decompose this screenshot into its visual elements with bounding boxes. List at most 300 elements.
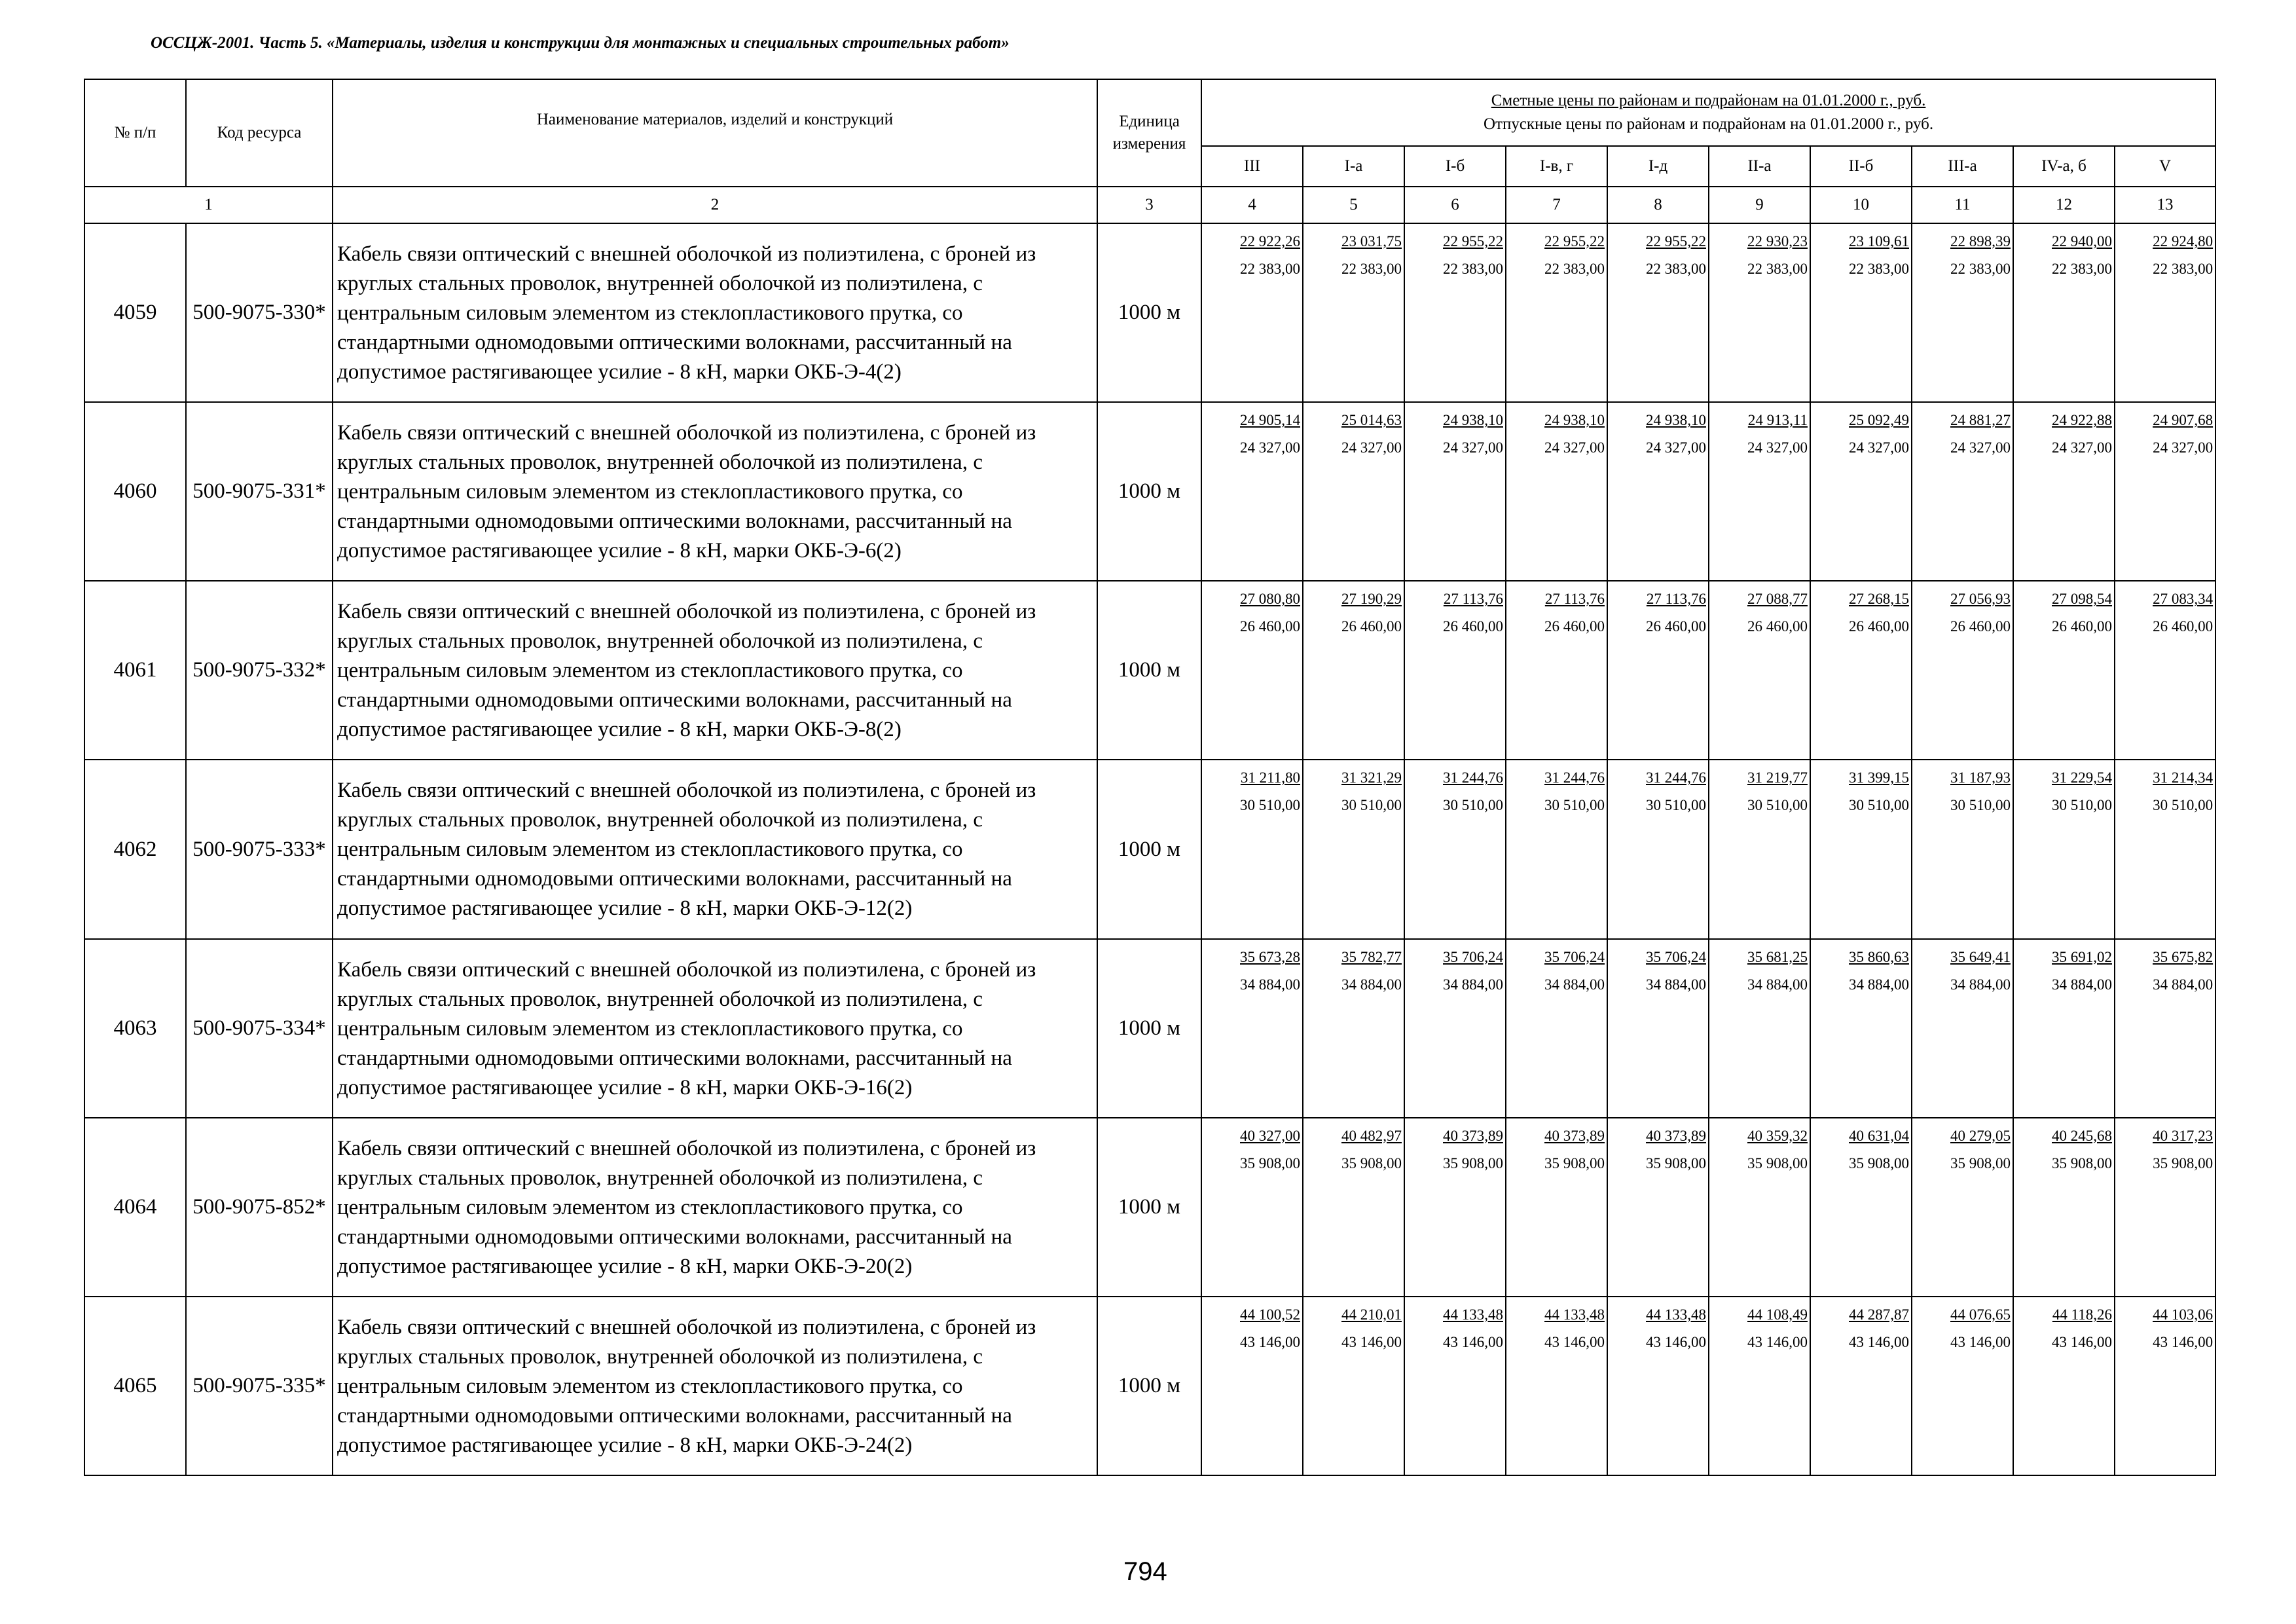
- price-cell: [1912, 1297, 2013, 1475]
- description-line: Кабель связи оптический с внешней оболочкой из полиэтилена, с броней из: [337, 421, 1036, 445]
- release-price: 43 146,00: [1443, 1333, 1503, 1350]
- estimated-price: 44 108,49: [1747, 1306, 1808, 1323]
- estimated-price: 24 913,11: [1747, 412, 1808, 429]
- price-cell: [1607, 1118, 1709, 1297]
- description-line: круглых стальных проволок, внутренней оболочкой из полиэтилена, с: [337, 1344, 983, 1369]
- region-header: I-б: [1404, 146, 1506, 187]
- header-unit: Единица измерения: [1097, 79, 1201, 187]
- document-header: ОССЦЖ-2001. Часть 5. «Материалы, изделия и конструкции для монтажных и специальных строительных работ»: [151, 34, 1010, 52]
- price-cell: [2115, 939, 2215, 1118]
- estimated-price: 25 092,49: [1849, 412, 1909, 429]
- release-price: 22 383,00: [1443, 261, 1503, 278]
- release-price: 34 884,00: [2052, 976, 2112, 993]
- price-cell: [1912, 402, 2013, 581]
- release-price: 35 908,00: [1747, 1154, 1808, 1172]
- estimated-price: 31 399,15: [1849, 769, 1909, 786]
- estimated-price: 22 924,80: [2153, 233, 2214, 250]
- release-price: 43 146,00: [2153, 1333, 2214, 1350]
- material-description: [333, 760, 1097, 938]
- price-cell: [1303, 1118, 1404, 1297]
- description-line: центральным силовым элементом из стеклопластикового прутка, со: [337, 1195, 963, 1219]
- release-price: 35 908,00: [1443, 1154, 1503, 1172]
- unit-of-measure: 1000 м: [1097, 581, 1201, 760]
- row-number: 4060: [84, 402, 186, 581]
- release-price: 26 460,00: [1341, 618, 1402, 635]
- estimated-price: 40 327,00: [1240, 1127, 1300, 1144]
- table-row: [84, 760, 2215, 938]
- estimated-price: 27 113,76: [1544, 591, 1605, 608]
- description-line: центральным силовым элементом из стеклопластикового прутка, со: [337, 301, 963, 325]
- table-row: [84, 939, 2215, 1118]
- price-cell: [2013, 939, 2115, 1118]
- description-line: стандартными одномодовыми оптическими волокнами, рассчитанный на: [337, 1403, 1012, 1428]
- release-price: 34 884,00: [1849, 976, 1909, 993]
- estimated-price: 40 317,23: [2153, 1127, 2214, 1144]
- price-cell: [1303, 223, 1404, 402]
- release-price: 30 510,00: [1240, 797, 1300, 814]
- column-number: 10: [1810, 187, 1912, 223]
- description-line: центральным силовым элементом из стеклопластикового прутка, со: [337, 1016, 963, 1041]
- estimated-price: 24 938,10: [1544, 412, 1605, 429]
- description-line: стандартными одномодовыми оптическими волокнами, рассчитанный на: [337, 867, 1012, 891]
- release-price: 22 383,00: [1646, 261, 1706, 278]
- row-number: 4064: [84, 1118, 186, 1297]
- estimated-price: 35 675,82: [2153, 948, 2214, 965]
- estimated-price: 44 076,65: [1950, 1306, 2011, 1323]
- estimated-price: 27 083,34: [2153, 591, 2214, 608]
- release-price: 26 460,00: [1443, 618, 1503, 635]
- estimated-price: 31 211,80: [1240, 769, 1300, 786]
- release-price: 30 510,00: [1443, 797, 1503, 814]
- estimated-price: 27 113,76: [1443, 591, 1503, 608]
- description-line: допустимое растягивающее усилие - 8 кН, марки ОКБ-Э-16(2): [337, 1075, 913, 1099]
- price-cell: [1506, 760, 1607, 938]
- column-number: 6: [1404, 187, 1506, 223]
- description-line: допустимое растягивающее усилие - 8 кН, марки ОКБ-Э-4(2): [337, 360, 902, 384]
- price-cell: [1912, 760, 2013, 938]
- price-cell: [1201, 939, 1303, 1118]
- estimated-price: 35 706,24: [1646, 948, 1706, 965]
- price-cell: [1201, 1118, 1303, 1297]
- region-header: I-в, г: [1506, 146, 1607, 187]
- price-cell: [2115, 1118, 2215, 1297]
- header-num: № п/п: [84, 79, 186, 187]
- estimated-price: 44 133,48: [1443, 1306, 1503, 1323]
- price-cell: [2013, 581, 2115, 760]
- column-number: 8: [1607, 187, 1709, 223]
- material-description: [333, 1297, 1097, 1475]
- description-line: стандартными одномодовыми оптическими волокнами, рассчитанный на: [337, 1225, 1012, 1249]
- release-price: 35 908,00: [1646, 1154, 1706, 1172]
- release-price: 30 510,00: [1747, 797, 1808, 814]
- price-cell: [1506, 939, 1607, 1118]
- release-price: 34 884,00: [1240, 976, 1300, 993]
- price-cell: [2013, 1118, 2115, 1297]
- price-cell: [1810, 939, 1912, 1118]
- price-table: [84, 79, 2216, 1476]
- estimated-price: 27 190,29: [1341, 591, 1402, 608]
- price-cell: [1303, 402, 1404, 581]
- unit-of-measure: 1000 м: [1097, 1118, 1201, 1297]
- header-prices-release: Отпускные цены по районам и подрайонам на 01.01.2000 г., руб.: [1483, 115, 1934, 134]
- release-price: 22 383,00: [2153, 261, 2214, 278]
- estimated-price: 35 782,77: [1341, 948, 1402, 965]
- estimated-price: 40 482,97: [1341, 1127, 1402, 1144]
- page-number: 794: [1123, 1557, 1167, 1586]
- price-cell: [1506, 223, 1607, 402]
- price-cell: [1404, 760, 1506, 938]
- row-number: 4063: [84, 939, 186, 1118]
- release-price: 30 510,00: [1849, 797, 1909, 814]
- price-cell: [1607, 1297, 1709, 1475]
- description-line: стандартными одномодовыми оптическими волокнами, рассчитанный на: [337, 688, 1012, 712]
- estimated-price: 35 649,41: [1950, 948, 2011, 965]
- description-line: допустимое растягивающее усилие - 8 кН, марки ОКБ-Э-12(2): [337, 896, 913, 921]
- estimated-price: 24 905,14: [1240, 412, 1300, 429]
- price-cell: [1303, 939, 1404, 1118]
- estimated-price: 31 219,77: [1747, 769, 1808, 786]
- price-cell: [1607, 402, 1709, 581]
- release-price: 30 510,00: [2153, 797, 2214, 814]
- release-price: 30 510,00: [2052, 797, 2112, 814]
- price-cell: [1303, 1297, 1404, 1475]
- table-row: [84, 1118, 2215, 1297]
- region-header: V: [2115, 146, 2215, 187]
- price-cell: [1404, 223, 1506, 402]
- price-cell: [1607, 223, 1709, 402]
- material-description: [333, 402, 1097, 581]
- description-line: круглых стальных проволок, внутренней оболочкой из полиэтилена, с: [337, 1166, 983, 1190]
- row-number: 4061: [84, 581, 186, 760]
- price-cell: [2115, 581, 2215, 760]
- resource-code: 500-9075-330*: [186, 223, 333, 402]
- price-cell: [1709, 1118, 1810, 1297]
- release-price: 43 146,00: [1240, 1333, 1300, 1350]
- estimated-price: 27 113,76: [1646, 591, 1706, 608]
- price-cell: [1810, 1297, 1912, 1475]
- release-price: 34 884,00: [1747, 976, 1808, 993]
- column-number: 11: [1912, 187, 2013, 223]
- header-code: Код ресурса: [186, 79, 333, 187]
- estimated-price: 35 691,02: [2052, 948, 2112, 965]
- price-cell: [1912, 1118, 2013, 1297]
- column-number: 9: [1709, 187, 1810, 223]
- column-number: 4: [1201, 187, 1303, 223]
- price-cell: [2115, 1297, 2215, 1475]
- release-price: 22 383,00: [1240, 261, 1300, 278]
- region-header: I-а: [1303, 146, 1404, 187]
- release-price: 26 460,00: [2052, 618, 2112, 635]
- region-header: IV-а, б: [2013, 146, 2115, 187]
- release-price: 30 510,00: [1544, 797, 1605, 814]
- description-line: центральным силовым элементом из стеклопластикового прутка, со: [337, 659, 963, 683]
- price-cell: [1201, 581, 1303, 760]
- estimated-price: 31 321,29: [1341, 769, 1402, 786]
- release-price: 24 327,00: [1240, 439, 1300, 456]
- table-row: [84, 1297, 2215, 1475]
- estimated-price: 25 014,63: [1341, 412, 1402, 429]
- material-description: [333, 939, 1097, 1118]
- table-row: [84, 223, 2215, 402]
- description-line: допустимое растягивающее усилие - 8 кН, марки ОКБ-Э-6(2): [337, 539, 902, 563]
- price-cell: [1709, 1297, 1810, 1475]
- release-price: 22 383,00: [1747, 261, 1808, 278]
- release-price: 30 510,00: [1341, 797, 1402, 814]
- release-price: 43 146,00: [2052, 1333, 2112, 1350]
- region-header: II-а: [1709, 146, 1810, 187]
- price-cell: [1810, 760, 1912, 938]
- unit-of-measure: 1000 м: [1097, 223, 1201, 402]
- region-header: I-д: [1607, 146, 1709, 187]
- description-line: круглых стальных проволок, внутренней оболочкой из полиэтилена, с: [337, 629, 983, 654]
- price-cell: [1506, 402, 1607, 581]
- estimated-price: 40 373,89: [1443, 1127, 1503, 1144]
- estimated-price: 22 898,39: [1950, 233, 2011, 250]
- resource-code: 500-9075-331*: [186, 402, 333, 581]
- estimated-price: 44 118,26: [2052, 1306, 2112, 1323]
- price-cell: [1404, 402, 1506, 581]
- estimated-price: 35 673,28: [1240, 948, 1300, 965]
- estimated-price: 40 279,05: [1950, 1127, 2011, 1144]
- release-price: 30 510,00: [1950, 797, 2011, 814]
- header-prices-estimate: Сметные цены по районам и подрайонам на 01.01.2000 г., руб.: [1491, 91, 1926, 109]
- price-cell: [1404, 581, 1506, 760]
- estimated-price: 24 881,27: [1950, 412, 2011, 429]
- release-price: 26 460,00: [2153, 618, 2214, 635]
- unit-of-measure: 1000 м: [1097, 939, 1201, 1118]
- description-line: допустимое растягивающее усилие - 8 кН, марки ОКБ-Э-24(2): [337, 1433, 913, 1457]
- price-cell: [2013, 223, 2115, 402]
- description-line: допустимое растягивающее усилие - 8 кН, марки ОКБ-Э-8(2): [337, 718, 902, 742]
- estimated-price: 22 955,22: [1544, 233, 1605, 250]
- price-cell: [1506, 1118, 1607, 1297]
- table-row: [84, 581, 2215, 760]
- price-cell: [1810, 581, 1912, 760]
- estimated-price: 35 860,63: [1849, 948, 1909, 965]
- description-line: центральным силовым элементом из стеклопластикового прутка, со: [337, 1374, 963, 1398]
- description-line: стандартными одномодовыми оптическими волокнами, рассчитанный на: [337, 509, 1012, 534]
- price-cell: [1404, 1118, 1506, 1297]
- estimated-price: 27 056,93: [1950, 591, 2011, 608]
- release-price: 22 383,00: [1950, 261, 2011, 278]
- region-header: II-б: [1810, 146, 1912, 187]
- row-number: 4062: [84, 760, 186, 938]
- region-header: III: [1201, 146, 1303, 187]
- description-line: круглых стальных проволок, внутренней оболочкой из полиэтилена, с: [337, 987, 983, 1011]
- estimated-price: 31 244,76: [1443, 769, 1503, 786]
- release-price: 24 327,00: [1950, 439, 2011, 456]
- release-price: 22 383,00: [1544, 261, 1605, 278]
- release-price: 43 146,00: [1849, 1333, 1909, 1350]
- description-line: круглых стальных проволок, внутренней оболочкой из полиэтилена, с: [337, 272, 983, 296]
- material-description: [333, 1118, 1097, 1297]
- price-cell: [1607, 939, 1709, 1118]
- estimated-price: 24 938,10: [1646, 412, 1706, 429]
- price-cell: [2115, 223, 2215, 402]
- estimated-price: 40 373,89: [1544, 1127, 1605, 1144]
- description-line: центральным силовым элементом из стеклопластикового прутка, со: [337, 838, 963, 862]
- release-price: 43 146,00: [1747, 1333, 1808, 1350]
- price-cell: [1607, 581, 1709, 760]
- estimated-price: 27 080,80: [1240, 591, 1300, 608]
- estimated-price: 22 955,22: [1646, 233, 1706, 250]
- row-number: 4059: [84, 223, 186, 402]
- release-price: 34 884,00: [1646, 976, 1706, 993]
- estimated-price: 44 133,48: [1646, 1306, 1706, 1323]
- release-price: 22 383,00: [1849, 261, 1909, 278]
- description-line: Кабель связи оптический с внешней оболочкой из полиэтилена, с броней из: [337, 600, 1036, 624]
- price-cell: [1201, 1297, 1303, 1475]
- release-price: 30 510,00: [1646, 797, 1706, 814]
- header-prices: [1201, 79, 2215, 146]
- description-line: Кабель связи оптический с внешней оболочкой из полиэтилена, с броней из: [337, 1136, 1036, 1160]
- estimated-price: 31 187,93: [1950, 769, 2011, 786]
- estimated-price: 35 706,24: [1544, 948, 1605, 965]
- release-price: 34 884,00: [1443, 976, 1503, 993]
- price-cell: [1404, 1297, 1506, 1475]
- release-price: 35 908,00: [1849, 1154, 1909, 1172]
- estimated-price: 27 098,54: [2052, 591, 2112, 608]
- release-price: 24 327,00: [2153, 439, 2214, 456]
- release-price: 24 327,00: [1544, 439, 1605, 456]
- estimated-price: 44 103,06: [2153, 1306, 2214, 1323]
- release-price: 24 327,00: [1849, 439, 1909, 456]
- resource-code: 500-9075-335*: [186, 1297, 333, 1475]
- description-line: круглых стальных проволок, внутренней оболочкой из полиэтилена, с: [337, 808, 983, 832]
- column-number: 3: [1097, 187, 1201, 223]
- estimated-price: 22 930,23: [1747, 233, 1808, 250]
- row-number: 4065: [84, 1297, 186, 1475]
- material-description: [333, 223, 1097, 402]
- column-number: 1: [84, 187, 333, 223]
- estimated-price: 31 229,54: [2052, 769, 2112, 786]
- release-price: 35 908,00: [1240, 1154, 1300, 1172]
- release-price: 24 327,00: [1646, 439, 1706, 456]
- release-price: 35 908,00: [1341, 1154, 1402, 1172]
- estimated-price: 24 938,10: [1443, 412, 1503, 429]
- price-cell: [1201, 402, 1303, 581]
- release-price: 35 908,00: [1544, 1154, 1605, 1172]
- price-cell: [1709, 939, 1810, 1118]
- release-price: 43 146,00: [1341, 1333, 1402, 1350]
- release-price: 26 460,00: [1849, 618, 1909, 635]
- release-price: 22 383,00: [2052, 261, 2112, 278]
- estimated-price: 27 088,77: [1747, 591, 1808, 608]
- price-cell: [1201, 223, 1303, 402]
- column-number: 5: [1303, 187, 1404, 223]
- price-cell: [1912, 581, 2013, 760]
- release-price: 26 460,00: [1747, 618, 1808, 635]
- description-line: стандартными одномодовыми оптическими волокнами, рассчитанный на: [337, 331, 1012, 355]
- estimated-price: 31 214,34: [2153, 769, 2214, 786]
- estimated-price: 40 373,89: [1646, 1127, 1706, 1144]
- description-line: Кабель связи оптический с внешней оболочкой из полиэтилена, с броней из: [337, 242, 1036, 267]
- resource-code: 500-9075-333*: [186, 760, 333, 938]
- column-number: 13: [2115, 187, 2215, 223]
- resource-code: 500-9075-852*: [186, 1118, 333, 1297]
- price-cell: [1303, 581, 1404, 760]
- price-cell: [1607, 760, 1709, 938]
- column-number: 7: [1506, 187, 1607, 223]
- material-description: [333, 581, 1097, 760]
- description-line: Кабель связи оптический с внешней оболочкой из полиэтилена, с броней из: [337, 957, 1036, 982]
- estimated-price: 44 287,87: [1849, 1306, 1909, 1323]
- estimated-price: 22 940,00: [2052, 233, 2112, 250]
- column-number: 2: [333, 187, 1097, 223]
- estimated-price: 22 955,22: [1443, 233, 1503, 250]
- estimated-price: 23 109,61: [1849, 233, 1909, 250]
- release-price: 43 146,00: [1646, 1333, 1706, 1350]
- price-cell: [1506, 581, 1607, 760]
- price-cell: [1404, 939, 1506, 1118]
- release-price: 35 908,00: [1950, 1154, 2011, 1172]
- release-price: 34 884,00: [1341, 976, 1402, 993]
- estimated-price: 22 922,26: [1240, 233, 1300, 250]
- estimated-price: 35 706,24: [1443, 948, 1503, 965]
- release-price: 24 327,00: [1341, 439, 1402, 456]
- price-cell: [1709, 760, 1810, 938]
- estimated-price: 31 244,76: [1544, 769, 1605, 786]
- estimated-price: 44 133,48: [1544, 1306, 1605, 1323]
- price-cell: [2013, 1297, 2115, 1475]
- release-price: 34 884,00: [1950, 976, 2011, 993]
- estimated-price: 24 907,68: [2153, 412, 2214, 429]
- column-number: 12: [2013, 187, 2115, 223]
- description-line: стандартными одномодовыми оптическими волокнами, рассчитанный на: [337, 1046, 1012, 1070]
- release-price: 26 460,00: [1950, 618, 2011, 635]
- release-price: 26 460,00: [1646, 618, 1706, 635]
- release-price: 26 460,00: [1240, 618, 1300, 635]
- estimated-price: 23 031,75: [1341, 233, 1402, 250]
- table-row: [84, 402, 2215, 581]
- estimated-price: 40 245,68: [2052, 1127, 2112, 1144]
- unit-of-measure: 1000 м: [1097, 1297, 1201, 1475]
- estimated-price: 35 681,25: [1747, 948, 1808, 965]
- region-header: III-а: [1912, 146, 2013, 187]
- release-price: 34 884,00: [1544, 976, 1605, 993]
- price-cell: [1303, 760, 1404, 938]
- release-price: 26 460,00: [1544, 618, 1605, 635]
- release-price: 43 146,00: [1544, 1333, 1605, 1350]
- release-price: 24 327,00: [1443, 439, 1503, 456]
- price-cell: [1810, 402, 1912, 581]
- price-cell: [1912, 223, 2013, 402]
- release-price: 24 327,00: [2052, 439, 2112, 456]
- release-price: 43 146,00: [1950, 1333, 2011, 1350]
- resource-code: 500-9075-332*: [186, 581, 333, 760]
- estimated-price: 44 100,52: [1240, 1306, 1300, 1323]
- price-cell: [1709, 402, 1810, 581]
- release-price: 24 327,00: [1747, 439, 1808, 456]
- price-cell: [1709, 223, 1810, 402]
- price-cell: [2115, 402, 2215, 581]
- description-line: Кабель связи оптический с внешней оболочкой из полиэтилена, с броней из: [337, 779, 1036, 803]
- estimated-price: 40 631,04: [1849, 1127, 1909, 1144]
- price-cell: [1201, 760, 1303, 938]
- description-line: круглых стальных проволок, внутренней оболочкой из полиэтилена, с: [337, 451, 983, 475]
- estimated-price: 31 244,76: [1646, 769, 1706, 786]
- release-price: 34 884,00: [2153, 976, 2214, 993]
- unit-of-measure: 1000 м: [1097, 402, 1201, 581]
- estimated-price: 24 922,88: [2052, 412, 2112, 429]
- description-line: Кабель связи оптический с внешней оболочкой из полиэтилена, с броней из: [337, 1315, 1036, 1339]
- estimated-price: 44 210,01: [1341, 1306, 1402, 1323]
- price-cell: [1709, 581, 1810, 760]
- header-name: Наименование материалов, изделий и конструкций: [333, 79, 1097, 187]
- resource-code: 500-9075-334*: [186, 939, 333, 1118]
- description-line: центральным силовым элементом из стеклопластикового прутка, со: [337, 480, 963, 504]
- release-price: 35 908,00: [2153, 1154, 2214, 1172]
